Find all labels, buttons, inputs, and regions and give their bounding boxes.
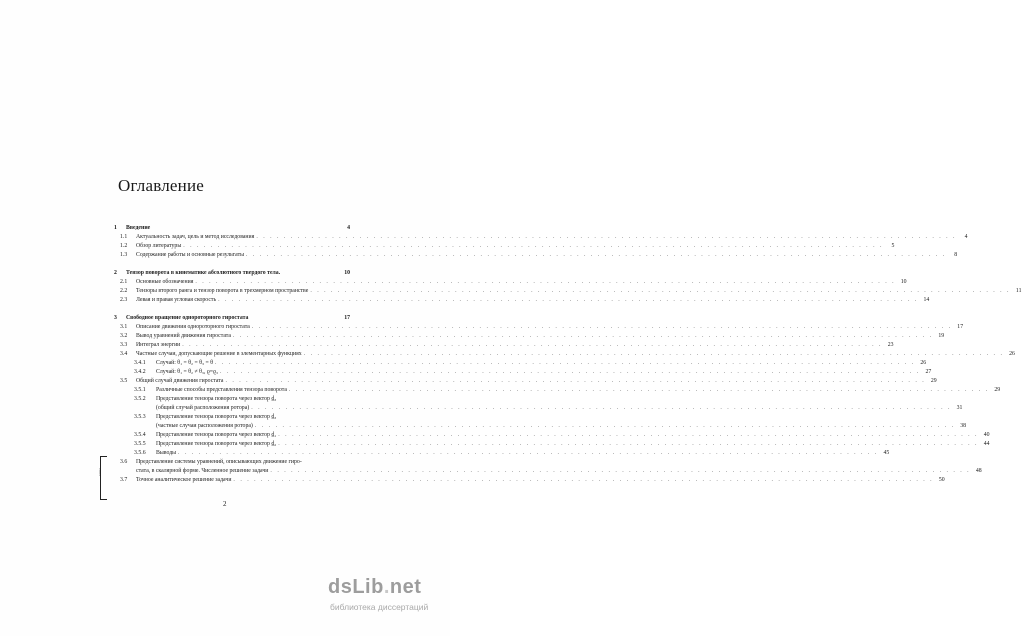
toc-entry-title: Содержание работы и основные результаты [136,252,244,258]
toc-entry-page: 48 [975,468,982,474]
toc-entry-page: 10 [900,279,907,285]
toc-entry-number: 2.3 [120,297,128,303]
toc-row[interactable] [114,386,1001,395]
watermark-subtitle: библиотека диссертаций [330,602,429,612]
toc-entry-number: 3.1 [120,324,128,330]
watermark-logo [328,576,421,599]
toc-entry-page: 50 [938,477,945,483]
toc-chapter-row[interactable] [114,224,350,233]
toc-row[interactable] [114,377,937,386]
toc-dot-leader [233,476,933,485]
toc-entry-page: 44 [983,441,990,447]
toc-entry-number: 2.2 [120,288,128,294]
toc-entry-page: 4 [347,225,350,231]
toc-row[interactable] [114,359,927,368]
toc-dot-leader [255,422,955,431]
toc-entry-number: 1.3 [120,252,128,258]
toc-entry-page: 17 [344,315,350,321]
toc-row[interactable] [114,296,930,305]
watermark-logo-tld: net [389,576,422,598]
toc-entry-title: Случай: θ₁ = θ₂ = θ₃ = θ [156,360,213,366]
toc-entry-page: 26 [1009,351,1015,357]
toc-entry-number: 1.1 [120,234,128,240]
toc-entry-page: 10 [344,270,350,276]
toc-entry-page: 40 [983,432,990,438]
toc-entry-page: 23 [887,342,894,348]
toc-entry-number: 3.4 [120,351,128,357]
toc-entry-number: 3.6 [120,459,128,465]
toc-entry-page: 27 [925,369,932,375]
toc-dot-leader [256,233,956,242]
toc-entry-number: 3.5.6 [134,450,146,456]
toc-row[interactable] [114,323,964,332]
toc-entry-title: Введение [126,225,151,231]
toc-entry-number: 1 [114,225,117,231]
toc-entry-title: Точное аналитическое решение задачи [136,477,232,483]
toc-entry-title: стата, в скалярной форме. Численное решение задачи [136,468,269,474]
toc-row[interactable] [114,404,963,413]
toc-entry-title: Актуальность задач, цель и метод исследования [136,234,255,240]
watermark[interactable] [328,576,440,620]
toc-entry-title: Выводы [156,450,177,456]
toc-dot-leader [220,368,920,377]
toc-entry-page: 38 [960,423,967,429]
toc-dot-leader [304,350,1004,359]
toc-entry-number: 2.1 [120,279,128,285]
toc-dot-leader [195,278,895,287]
margin-bracket [100,456,107,500]
toc-entry-title: (частные случаи расположения ротора) [156,423,253,429]
toc-entry-title: Описание движения однороторного гиростата [136,324,250,330]
toc-dot-leader [270,467,970,476]
toc-entry-number: 1.2 [120,243,128,249]
watermark-logo-dot: . [383,576,390,598]
toc-row[interactable] [114,233,968,242]
toc-entry-page: 29 [994,387,1001,393]
toc-entry-title: Представление тензора поворота через вектор d̲₂ [156,441,277,447]
toc-row[interactable] [114,467,982,476]
toc-dot-leader [225,377,925,386]
toc-entry-number: 3.4.1 [134,360,146,366]
toc-entry-title: Общий случай движения гиростата [136,378,224,384]
toc-dot-leader [178,449,878,458]
toc-entry-title: Левая и правая угловая скорость [136,297,217,303]
toc-row[interactable] [114,287,1022,296]
toc-entry-number: 3 [114,315,117,321]
toc-entry-title: (общий случай расположения ротора) [156,405,250,411]
toc-dot-leader [252,323,952,332]
toc-entry-page: 8 [954,252,958,258]
toc-entry-number: 3.5.5 [134,441,146,447]
toc-row[interactable] [114,350,1015,359]
toc-entry-number: 3.2 [120,333,128,339]
toc-row[interactable] [114,422,967,431]
toc-entry-title: Представление тензора поворота через вектор d̲₁ [156,432,277,438]
toc-entry-title: Тензоры второго ранга и тензор поворота в трехмерном пространстве [136,288,309,294]
toc-entry-title: Свободное вращение однороторного гиростата [126,315,249,321]
margin-note: ·—· [96,468,101,477]
toc-entry-number: 2 [114,270,117,276]
toc-row[interactable] [114,413,350,422]
toc-row[interactable] [114,449,890,458]
toc-entry-title: Частные случаи, допускающие решение в элементарных функциях [136,351,302,357]
toc-entry-title: Различные способы представления тензора поворота [156,387,287,393]
toc-row[interactable] [114,332,945,341]
toc-entry-number: 3.5.1 [134,387,146,393]
toc-row[interactable] [114,368,932,377]
toc-entry-page: 26 [920,360,927,366]
toc-chapter-row[interactable] [114,269,350,278]
toc-chapter-row[interactable] [114,314,350,323]
toc-dot-leader [278,440,978,449]
toc-entry-page: 29 [930,378,937,384]
toc-dot-leader [215,359,915,368]
toc-dot-leader [310,287,1010,296]
toc-entry-title: Представление тензора поворота через вектор d̲₃ [156,396,277,402]
toc-entry-title: Основные обозначения [136,279,194,285]
toc-dot-leader [233,332,933,341]
toc-entry-number: 3.7 [120,477,128,483]
toc-entry-title: Представление тензора поворота через вектор d̲₃ [156,414,277,420]
toc-entry-title: Интеграл энергии [136,342,181,348]
toc-entry-title: Обзор литературы [136,243,182,249]
toc-entry-title: Случай: θ₁ = θ₂ ≠ θ₃, ϱ=ϱ₃ [156,369,219,375]
toc-entry-number: 3.3 [120,342,128,348]
toc-entry-number: 3.5.2 [134,396,146,402]
toc-entry-number: 3.5.3 [134,414,146,420]
toc-entry-number: 3.5.4 [134,432,146,438]
toc-entry-page: 11 [1015,288,1022,294]
toc-dot-leader [278,431,978,440]
toc-entry-number: 3.5 [120,378,128,384]
toc-entry-number: 3.4.2 [134,369,146,375]
toc-dot-leader [183,242,883,251]
toc-entry-page: 45 [883,450,890,456]
toc-entry-title: Представление системы уравнений, описывающих движение гиро- [136,459,302,465]
toc-row[interactable] [114,395,350,404]
toc-row[interactable] [114,440,990,449]
toc-entry-page: 14 [923,297,930,303]
toc-entry-title: Тензор поворота в кинематике абсолютного твердого тела. [126,270,281,276]
toc-entry-page: 5 [891,243,895,249]
toc-row[interactable] [114,242,895,251]
toc-dot-leader [218,296,918,305]
toc-entry-title: Вывод уравнений движения гиростата [136,333,231,339]
toc-dot-leader [246,251,946,260]
toc-row[interactable] [114,251,958,260]
toc-row[interactable] [114,431,990,440]
toc-dot-leader [251,404,951,413]
toc-entry-page: 4 [964,234,968,240]
toc-row[interactable] [114,278,907,287]
toc-entry-page: 19 [938,333,945,339]
toc-row[interactable] [114,476,945,485]
watermark-logo-main: dsLib [328,576,384,598]
toc-row[interactable] [114,458,350,467]
toc-entry-page: 31 [956,405,963,411]
toc-entry-page: 17 [957,324,964,330]
page-number: 2 [223,500,227,508]
page-title: Оглавление [118,176,204,195]
toc-dot-leader [182,341,882,350]
toc-row[interactable] [114,341,894,350]
toc-dot-leader [289,386,989,395]
